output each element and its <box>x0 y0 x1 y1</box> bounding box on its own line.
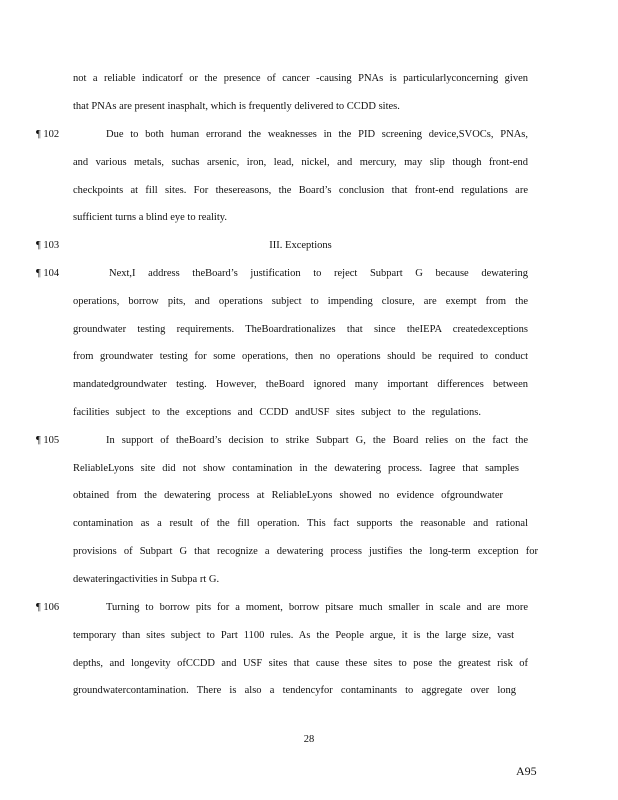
paragraph-number: ¶ 102 <box>36 129 60 140</box>
text-line: In support of theBoard’s decision to strike Subpart G, the Board relies on the fact the <box>106 435 528 446</box>
text-line: Turning to borrow pits for a moment, borrow pitsare much smaller in scale and are more <box>106 602 528 613</box>
paragraph-number: ¶ 105 <box>36 435 60 446</box>
page-number: 28 <box>303 734 315 745</box>
text-line: not a reliable indicatorf or the presence of cancer -causing PNAs is particularlyconcerning given <box>73 73 528 84</box>
text-line: obtained from the dewatering process at ReliableLyons showed no evidence ofgroundwater <box>73 490 503 501</box>
text-line: checkpoints at fill sites. For thesereasons, the Board’s conclusion that front-end regulations are <box>73 185 528 196</box>
text-line: facilities subject to the exceptions and CCDD andUSF sites subject to the regulations. <box>73 407 481 418</box>
text-line: Next,I address theBoard’s justification to reject Subpart G because dewatering <box>109 268 528 279</box>
text-line: Due to both human errorand the weaknesses in the PID screening device,SVOCs, PNAs, <box>106 129 528 140</box>
text-line: contamination as a result of the fill operation. This fact supports the reasonable and rational <box>73 518 528 529</box>
text-line: temporary than sites subject to Part 1100 rules. As the People argue, it is the large size, vast <box>73 630 514 641</box>
paragraph-number: ¶ 106 <box>36 602 60 613</box>
paragraph-number: ¶ 104 <box>36 268 60 279</box>
text-line: operations, borrow pits, and operations subject to impending closure, are exempt from the <box>73 296 528 307</box>
text-line: and various metals, suchas arsenic, iron, lead, nickel, and mercury, may slip though front-end <box>73 157 528 168</box>
section-heading: III. Exceptions <box>269 240 332 251</box>
text-line: mandatedgroundwater testing. However, theBoard ignored many important differences between <box>73 379 528 390</box>
text-line: from groundwater testing for some operations, then no operations should be required to conduct <box>73 351 528 362</box>
text-line: dewateringactivities in Subpa rt G. <box>73 574 220 585</box>
exhibit-label: A95 <box>516 764 537 778</box>
text-line: groundwatercontamination. There is also a tendencyfor contaminants to aggregate over long <box>73 685 516 696</box>
text-line: provisions of Subpart G that recognize a dewatering process justifies the long-term exception for <box>73 546 538 557</box>
text-line: sufficient turns a blind eye to reality. <box>73 212 227 223</box>
text-line: that PNAs are present inasphalt, which is frequently delivered to CCDD sites. <box>73 101 400 112</box>
text-line: depths, and longevity ofCCDD and USF sites that cause these sites to pose the greatest risk of <box>73 658 528 669</box>
text-line: groundwater testing requirements. TheBoardrationalizes that since theIEPA createdexceptions <box>73 324 528 335</box>
paragraph-number: ¶ 103 <box>36 240 60 251</box>
text-line: ReliableLyons site did not show contamination in the dewatering process. Iagree that samples <box>73 463 519 474</box>
